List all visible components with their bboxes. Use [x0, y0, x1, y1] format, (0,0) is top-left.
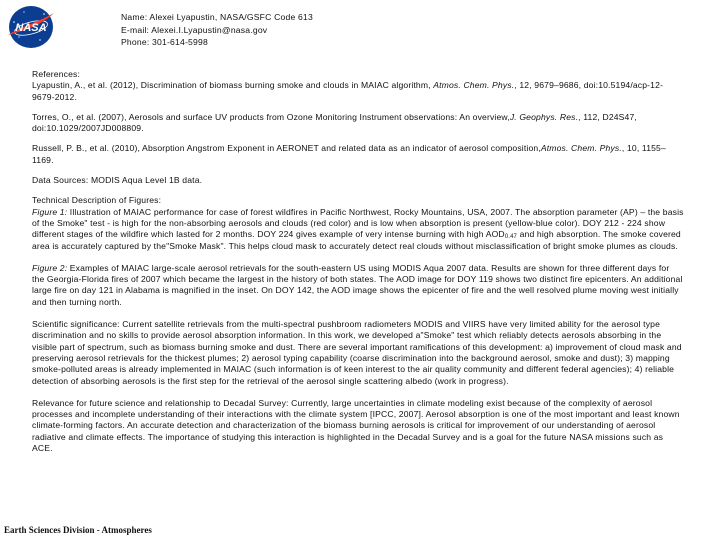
reference-1: Lyapustin, A., et al. (2012), Discrimination of biomass burning smoke and clouds in MAIAC algorithm, Atmos. Chem. Phys., 12, 9679–9686, doi:10.5194/acp-12-9679-2012. — [32, 80, 664, 102]
main-content — [32, 69, 684, 454]
logo-text: NASA — [15, 22, 47, 34]
data-sources: Data Sources: MODIS Aqua Level 1B data. — [32, 175, 203, 186]
figure-1-description: Figure 1: Illustration of MAIAC performance for case of forest wildfires in Pacific Northwest, Rocky Mountains, USA, 2007. The absorption parameter (AP) – the basis of the Smoke" test - is high for the non-absorbing aerosols and clouds (red color) and is low when absorption is present (yellow-blue color). DOY 212 - 224 show different stages of the wildfire which lasted for 2 months. DOY 224 gives example of very intense burning with high $AOD_{0.47}$ and high absorption. The smoke covered area is accurately captured by the"Smoke Mask". This helps cloud mask to accurately detect real clouds without misclassification of bright smoke plumes as clouds. — [32, 206, 684, 251]
scientific-significance: Scientific significance: Current satellite retrievals from the multi-spectral pushbroom radiometers MODIS and VIIRS have very limited ability for the aerosol type discrimination and no skills to provide aerosol absorption information. In this work, we developed a"Smoke" test which reliably detects aerosols absorbing in the visible part of spectrum, such as biomass burning smoke and dust. There are several important ramifications of this development: a) improvement of cloud mask and preserving aerosol retrievals for the thickest plumes; 2) aerosol typing capability (coarse discrimination into the background aerosol, smoke and dust); 3) mapping smoke-polluted areas is already implemented in MAIAC (such information is of keen interest to the air quality community and different federal agencies); 4) reliable detection of absorbing aerosols is the first step for the retrieval of the aerosol single scattering albedo (work in progress). — [32, 319, 682, 386]
nasa-logo-icon — [4, 4, 58, 50]
reference-2: Torres, O., et al. (2007), Aerosols and surface UV products from Ozone Monitoring Instrument observations: An overview,J. Geophys. Res., 112, D24S47, doi:10.1029/2007JD008809. — [32, 111, 637, 134]
relevance: Relevance for future science and relationship to Decadal Survey: Currently, large uncertainties in climate modeling exist because of the complexity of aerosol processes and incomplete understanding of their interactions with the climate system [IPCC, 2007]. Aerosol absorption is one of the most important and least known climate-forming factors. An accurate detection and characterization of the biomass burning aerosols is critical for improvement of our understanding of aerosol radiative and climate effects. The importance of studying this interaction is highlighted in the Decadal Survey and is a goal for the future NASA missions such as ACE. — [32, 397, 680, 454]
footer-division: Earth Sciences Division - Atmospheres — [4, 525, 152, 535]
contact-name: Name: Alexei Lyapustin, NASA/GSFC Code 613 — [121, 12, 313, 22]
figure-2-description: Figure 2: Examples of MAIAC large-scale aerosol retrievals for the south-eastern US using MODIS Aqua 2007 data. Results are shown for three different days for the Georgia-Florida fires of 2007 which became the largest in the history of both states. The AOD image for DOY 119 shows two distinct fire epicenters. An additional large fire on day 121 in Alabama is magnified in the inset. On DOY 142, the AOD image shows the epicenter of fire and the well resolved plume moving west initially and then turning north. — [32, 262, 683, 307]
contact-email: E-mail: Alexei.I.Lyapustin@nasa.gov — [121, 24, 268, 35]
reference-3: Russell, P. B., et al. (2010), Absorption Angstrom Exponent in AERONET and related data as an indicator of aerosol composition,Atmos. Chem. Phys., 10, 1155–1169. — [32, 143, 666, 165]
contact-block — [121, 11, 313, 49]
contact-phone: Phone: 301-614-5998 — [121, 37, 208, 47]
references-heading: References: — [32, 69, 80, 79]
technical-heading: Technical Description of Figures: — [32, 195, 162, 206]
